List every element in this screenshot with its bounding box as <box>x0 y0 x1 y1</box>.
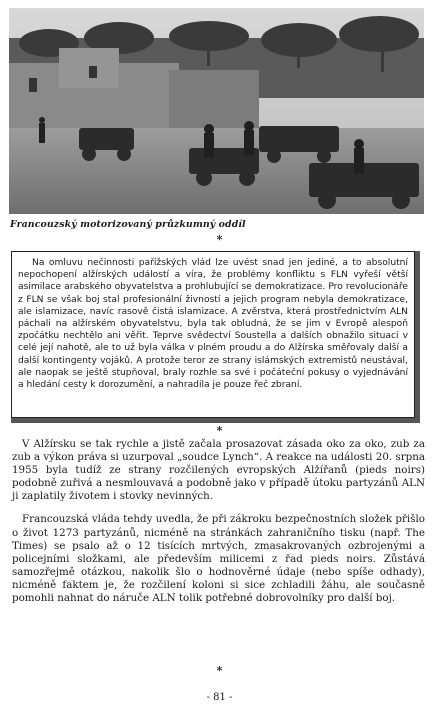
separator-star: * <box>216 424 223 437</box>
main-text <box>12 438 425 615</box>
separator-star: * <box>216 233 223 246</box>
separator-star: * <box>216 664 223 677</box>
military-jeeps-photo-icon <box>9 8 424 214</box>
text-box-shadow <box>11 251 420 423</box>
page-number: - 81 - <box>206 692 233 703</box>
historical-photo <box>9 8 424 214</box>
photo-caption: Francouzský motorizovaný průzkumný oddíl <box>10 219 246 230</box>
paragraph-1: V Alžírsku se tak rychle a jistě začala prosazovat zásada oko za oko, zub za zub a výkon práva si uzurpoval „soudce Lynch“. A reakce na události 20. srpna 1955 byla tudíž ze strany rozčilených evropských Alžířanů (pieds noirs) podobně zuřivá a nesmlouvavá a podobně jako v případě útoku partyzánů ALN ji zaplatily životem i stovky nevinných. <box>12 438 425 503</box>
paragraph-2: Francouzská vláda tehdy uvedla, že při zákroku bezpečnostních složek přišlo o život 1273 partyzánů, nicméně na stránkách zahraničního tisku (např. The Times) se psalo až o 12 tisících mrtvých, zmasakrovaných ozbrojenými a policejními složkami, ale především milicemi z řad pieds noirs. Zůstává samozřejmě otázkou, nakolik šlo o hodnověrné údaje (nebo spíše odhady), nicméně faktem je, že rozčilení koloni si sice zchladili žáhu, ale současně pomohli nahnat do náruče ALN tolik potřebné dobrovolníky pro další boj. <box>12 513 425 605</box>
box-paragraph: Na omluvu nečinnosti pařížských vlád lze uvést snad jen jediné, a to absolutní nepochopení alžírských událostí a víra, že problémy konfliktu s FLN vyřeší větší asimilace arabského obyvatelstva a prohlubující se demokratizace. Pro revolucionáře z FLN se však boj stal profesionální živností a jejich program nebyla demokratizace, ale islamizace, navíc rasově čistá islamizace. A zvěrstva, která prostřednictvím ALN páchali na alžírském obyvatelstvu, byla tak obludná, že se jim v Evropě alespoň zpočátku nechtělo ani věřit. Teprve svědectví Soustella a dalších obnažilo situaci v celé její nahotě, ale to už byla válka v plném proudu a do Alžírska směřovaly další a další kontingenty vojáků. A protože teror ze strany islámských extremistů neustával, ale naopak se ještě stupňoval, braly rozhle sa své i počáteční pokusy o vyjednávání a hledání cesty k dorozumění, a nahradila je pouze řeč zbraní. <box>18 258 408 391</box>
highlight-box <box>11 251 415 418</box>
